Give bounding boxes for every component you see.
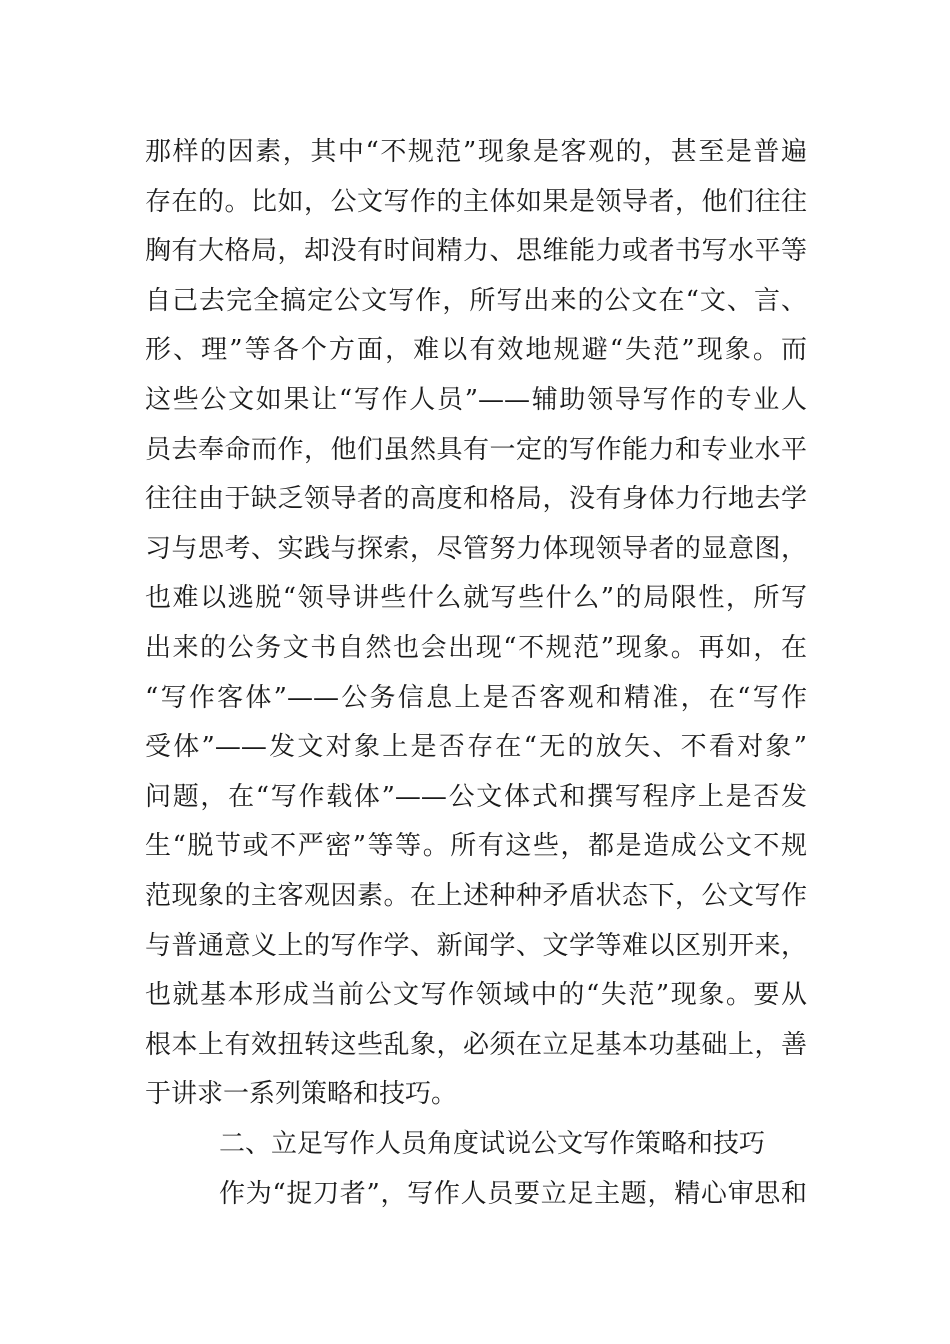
paragraph-line-12: “写作客体”——公务信息上是否客观和精准，在“写作 <box>145 683 807 713</box>
paragraph-line-11: 出来的公务文书自然也会出现“不规范”现象。再如，在 <box>145 633 807 663</box>
next-paragraph-first-line: 作为“捉刀者”，写作人员要立足主题，精心审思和 <box>219 1179 807 1209</box>
paragraph-line-16: 范现象的主客观因素。在上述种种矛盾状态下，公文写作 <box>145 881 807 911</box>
paragraph-line-7: 员去奉命而作，他们虽然具有一定的写作能力和专业水平 <box>145 435 807 465</box>
paragraph-line-6: 这些公文如果让“写作人员”——辅助领导写作的专业人 <box>145 385 807 415</box>
paragraph-line-19: 根本上有效扭转这些乱象，必须在立足基本功基础上，善 <box>145 1030 807 1060</box>
paragraph-line-9: 习与思考、实践与探索，尽管努力体现领导者的显意图， <box>145 534 807 564</box>
paragraph-line-15: 生“脱节或不严密”等等。所有这些，都是造成公文不规 <box>145 831 807 861</box>
paragraph-line-18: 也就基本形成当前公文写作领域中的“失范”现象。要从 <box>145 980 807 1010</box>
section-heading: 二、立足写作人员角度试说公文写作策略和技巧 <box>219 1129 766 1159</box>
paragraph-line-3: 胸有大格局，却没有时间精力、思维能力或者书写水平等 <box>145 236 807 266</box>
paragraph-line-4: 自己去完全搞定公文写作，所写出来的公文在“文、言、 <box>145 286 807 316</box>
paragraph-line-20: 于讲求一系列策略和技巧。 <box>145 1079 458 1109</box>
paragraph-line-1: 那样的因素，其中“不规范”现象是客观的，甚至是普遍 <box>145 137 807 167</box>
paragraph-line-14: 问题，在“写作载体”——公文体式和撰写程序上是否发 <box>145 782 807 812</box>
paragraph-line-13: 受体”——发文对象上是否存在“无的放矢、不看对象” <box>145 732 807 762</box>
paragraph-line-5: 形、理”等各个方面，难以有效地规避“失范”现象。而 <box>145 335 807 365</box>
paragraph-line-8: 往往由于缺乏领导者的高度和格局，没有身体力行地去学 <box>145 484 807 514</box>
paragraph-line-17: 与普通意义上的写作学、新闻学、文学等难以区别开来， <box>145 931 807 961</box>
paragraph-line-10: 也难以逃脱“领导讲些什么就写些什么”的局限性，所写 <box>145 583 807 613</box>
paragraph-line-2: 存在的。比如，公文写作的主体如果是领导者，他们往往 <box>145 187 807 217</box>
